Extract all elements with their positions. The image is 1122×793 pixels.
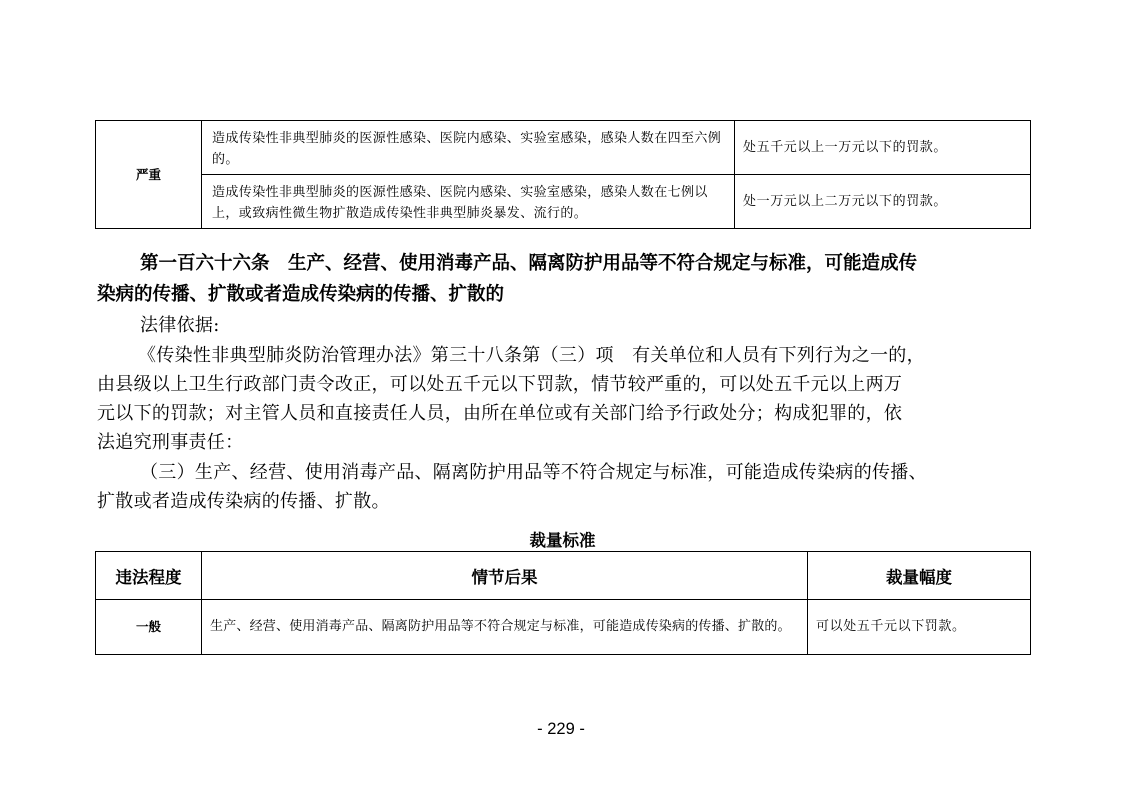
header-discretion-range: 裁量幅度 (808, 552, 1031, 600)
header-circumstances: 情节后果 (202, 552, 808, 600)
article-title-line-2: 染病的传播、扩散或者造成传染病的传播、扩散的 (97, 284, 505, 305)
legal-basis-line: 《传染性非典型肺炎防治管理办法》第三十八条第（三）项 有关单位和人员有下列行为之一的， (138, 345, 925, 366)
standards-caption: 裁量标准 (529, 531, 596, 550)
circumstance-cell: 生产、经营、使用消毒产品、隔离防护用品等不符合规定与标准，可能造成传染病的传播、扩散的。 (202, 600, 808, 655)
legal-basis-label: 法律依据: (140, 315, 220, 336)
header-violation-degree: 违法程度 (96, 552, 202, 600)
table-row (96, 175, 1031, 229)
severity-table-continued (95, 120, 1031, 229)
page-number: - 229 - (537, 720, 585, 738)
legal-basis-line: 元以下的罚款；对主管人员和直接责任人员，由所在单位或有关部门给予行政处分；构成犯罪的，依 (97, 403, 903, 424)
legal-basis-line: 法追究刑事责任： (97, 432, 244, 453)
circumstance-cell: 造成传染性非典型肺炎的医源性感染、医院内感染、实验室感染，感染人数在四至六例的。 (202, 121, 735, 175)
severity-level-cell: 严重 (96, 121, 202, 229)
legal-basis-line: 由县级以上卫生行政部门责令改正，可以处五千元以下罚款，情节较严重的，可以处五千元以上两万 (97, 374, 903, 395)
item-text-line: 扩散或者造成传染病的传播、扩散。 (97, 491, 390, 512)
article-title-line-1: 第一百六十六条 生产、经营、使用消毒产品、隔离防护用品等不符合规定与标准，可能造成传 (140, 253, 918, 274)
table-header-row (96, 552, 1031, 600)
penalty-cell: 可以处五千元以下罚款。 (808, 600, 1031, 655)
penalty-cell: 处五千元以上一万元以下的罚款。 (735, 121, 1031, 175)
discretion-standards-table (95, 551, 1031, 655)
table-row (96, 600, 1031, 655)
item-text-line: （三）生产、经营、使用消毒产品、隔离防护用品等不符合规定与标准，可能造成传染病的传播、 (140, 462, 927, 483)
penalty-cell: 处一万元以上二万元以下的罚款。 (735, 175, 1031, 229)
table-row (96, 121, 1031, 175)
circumstance-cell: 造成传染性非典型肺炎的医源性感染、医院内感染、实验室感染，感染人数在七例以上，或致病性微生物扩散造成传染性非典型肺炎暴发、流行的。 (202, 175, 735, 229)
severity-level-cell: 一般 (96, 600, 202, 655)
